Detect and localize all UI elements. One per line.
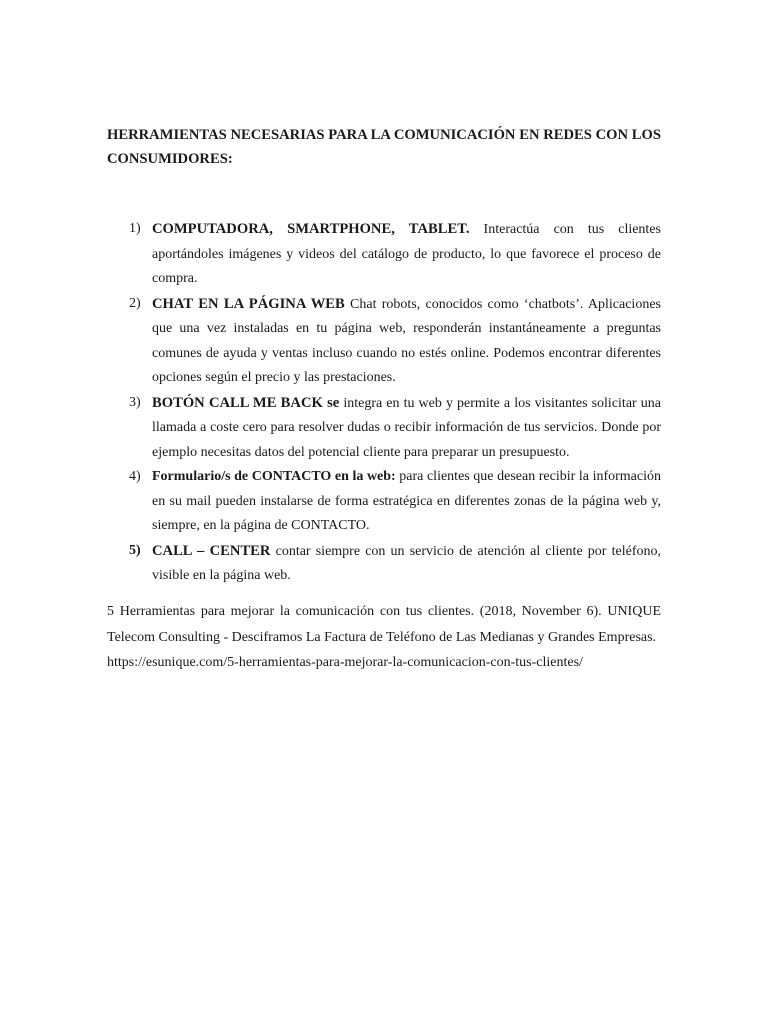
list-item-title: COMPUTADORA, SMARTPHONE, TABLET. xyxy=(152,221,470,237)
list-item xyxy=(107,217,661,292)
list-item-number: 5) xyxy=(129,542,141,558)
list-item-text: para clientes que desean recibir la información en su mail pueden instalarse de forma estratégica en diferentes zonas de la página web y, siempre, en la página de CONTACTO. xyxy=(152,469,661,533)
list-item-number: 3) xyxy=(129,394,141,410)
list-item-title: Formulario/s de CONTACTO en la web: xyxy=(152,469,396,484)
list-item xyxy=(107,539,661,589)
reference-url: https://esunique.com/5-herramientas-para-mejorar-la-comunicacion-con-tus-clientes/ xyxy=(107,655,583,670)
list-item-text: Chat robots, conocidos como ‘chatbots’. Aplicaciones que una vez instaladas en tu página web, responderán instantáneamente a preguntas comunes de ayuda y ventas incluso cuando no estés online. Podemos encontrar diferentes opciones según el precio y las prestaciones. xyxy=(152,296,661,385)
list-item-number: 4) xyxy=(129,469,141,484)
list-item-text: contar siempre con un servicio de atención al cliente por teléfono, visible en la página web. xyxy=(152,543,661,583)
citation-text: 5 Herramientas para mejorar la comunicación con tus clientes. (2018, November 6). UNIQUE Telecom Consulting - Desciframos La Factura de Teléfono de Las Medianas y Grandes Empresas. xyxy=(107,604,661,645)
reference-citation xyxy=(107,599,661,676)
page-title: HERRAMIENTAS NECESARIAS PARA LA COMUNICACIÓN EN REDES CON LOS CONSUMIDORES: xyxy=(107,127,661,167)
list-item-title: BOTÓN CALL ME BACK se xyxy=(152,394,340,411)
list-item-text: Interactúa con tus clientes aportándoles imágenes y videos del catálogo de producto, lo que favorece el proceso de compra. xyxy=(152,222,661,286)
tools-list xyxy=(107,217,661,589)
list-item-title: CALL – CENTER xyxy=(152,542,271,559)
list-item xyxy=(107,292,661,391)
list-item-number: 2) xyxy=(129,295,141,311)
list-item-title: CHAT EN LA PÁGINA WEB xyxy=(152,295,345,312)
list-item-number: 1) xyxy=(129,221,141,236)
list-item xyxy=(107,465,661,539)
list-item xyxy=(107,391,661,466)
list-item-text: integra en tu web y permite a los visitantes solicitar una llamada a coste cero para resolver dudas o recibir información de tus servicios. Donde por ejemplo necesitas datos del potencial cliente para preparar un presupuesto. xyxy=(152,395,661,460)
